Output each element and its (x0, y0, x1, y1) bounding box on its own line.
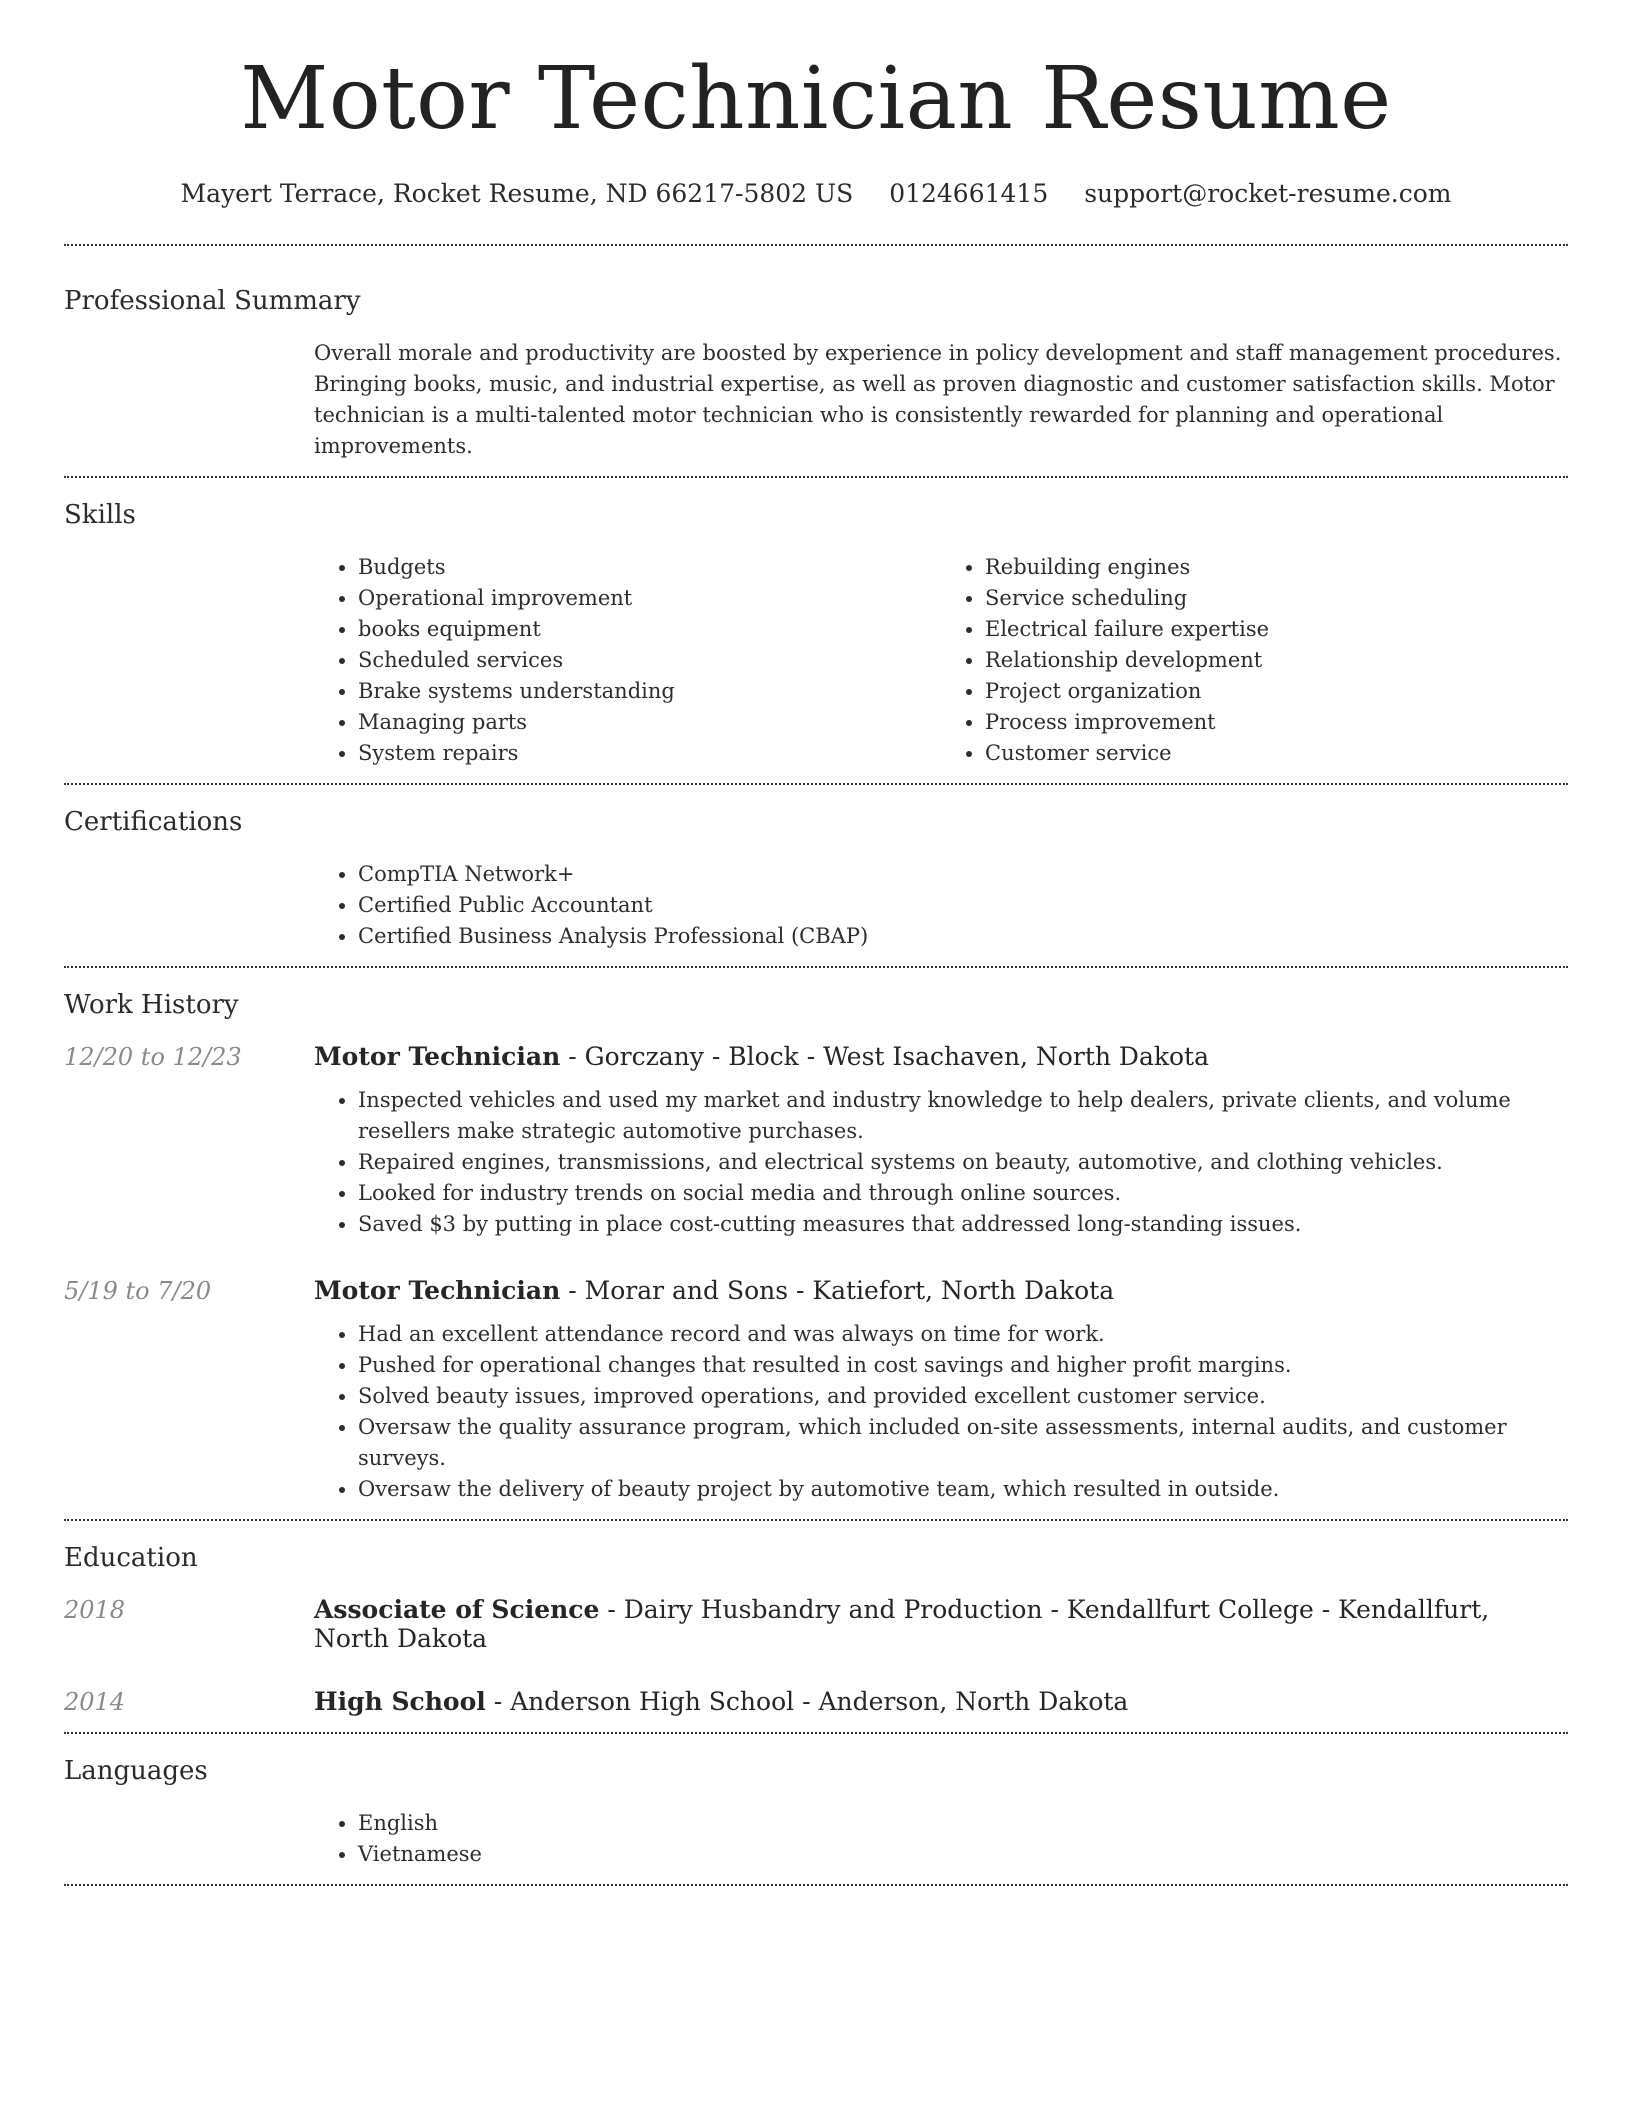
summary-text: Overall morale and productivity are boosted by experience in policy development and staff management procedures. Bringing books, music, and industrial expertise, as well as proven diagnostic and customer satisfaction skills. Motor technician is a multi-talented motor technician who is consistently rewarded for planning and operational improvements. (314, 340, 1562, 458)
job-entry (64, 1276, 1568, 1505)
phone-text: 0124661415 (889, 178, 1049, 208)
skill-item: • Operational improvement (358, 583, 941, 614)
job-bullet: • Oversaw the quality assurance program, which included on-site assessments, internal audits, and customer surveys. (358, 1412, 1568, 1474)
skill-item: • Process improvement (985, 707, 1568, 738)
certifications-list (314, 859, 1568, 952)
skills-list-right (941, 552, 1568, 769)
education-degree: High School (314, 1686, 486, 1716)
job-bullet: • Saved $3 by putting in place cost-cutting measures that addressed long-standing issues. (358, 1209, 1568, 1240)
skill-item: • books equipment (358, 614, 941, 645)
page-title: Motor Technician Resume (240, 49, 1392, 149)
contact-line (64, 179, 1568, 208)
email-link[interactable]: support@rocket-resume.com (1084, 178, 1452, 208)
job-bullets (314, 1085, 1568, 1240)
skills-list-left (314, 552, 941, 769)
work-history-section (64, 968, 1568, 1519)
job-title (314, 1042, 1568, 1071)
job-bullet: • Had an excellent attendance record and was always on time for work. (358, 1319, 1568, 1350)
summary-section (64, 246, 1568, 476)
languages-list (314, 1808, 1568, 1870)
skill-item: • Budgets (358, 552, 941, 583)
skill-item: • Managing parts (358, 707, 941, 738)
certifications-section (64, 785, 1568, 966)
education-date: 2014 (64, 1687, 126, 1716)
job-title (314, 1276, 1568, 1305)
education-date: 2018 (64, 1595, 126, 1624)
job-employer: - Morar and Sons - Katiefort, North Dakota (560, 1275, 1115, 1305)
job-bullets (314, 1319, 1568, 1505)
education-entry (64, 1687, 1568, 1716)
section-title-languages: Languages (64, 1755, 208, 1786)
skill-item: • Scheduled services (358, 645, 941, 676)
section-title-work: Work History (64, 989, 239, 1020)
education-section (64, 1521, 1568, 1732)
job-date: 12/20 to 12/23 (64, 1042, 242, 1071)
language-item: • English (358, 1808, 1568, 1839)
skill-item: • Rebuilding engines (985, 552, 1568, 583)
section-title-skills: Skills (64, 499, 136, 530)
languages-section (64, 1734, 1568, 1884)
job-employer: - Gorczany - Block - West Isachaven, North Dakota (560, 1041, 1210, 1071)
language-item: • Vietnamese (358, 1839, 1568, 1870)
education-title (314, 1595, 1568, 1653)
job-bullet: • Repaired engines, transmissions, and electrical systems on beauty, automotive, and clothing vehicles. (358, 1147, 1568, 1178)
education-school: - Dairy Husbandry and Production - Kendallfurt College - Kendallfurt, North Dakota (314, 1594, 1490, 1653)
education-entry (64, 1595, 1568, 1653)
education-degree: Associate of Science (314, 1594, 600, 1624)
skill-item: • Service scheduling (985, 583, 1568, 614)
education-title (314, 1687, 1568, 1716)
job-bullet: • Pushed for operational changes that resulted in cost savings and higher profit margins. (358, 1350, 1568, 1381)
certification-item: • CompTIA Network+ (358, 859, 1568, 890)
job-date: 5/19 to 7/20 (64, 1276, 212, 1305)
job-bullet: • Looked for industry trends on social media and through online sources. (358, 1178, 1568, 1209)
job-entry (64, 1042, 1568, 1240)
skill-item: • Relationship development (985, 645, 1568, 676)
section-title-certifications: Certifications (64, 806, 243, 837)
certification-item: • Certified Business Analysis Professional (CBAP) (358, 921, 1568, 952)
section-title-education: Education (64, 1542, 198, 1573)
job-bullet: • Solved beauty issues, improved operations, and provided excellent customer service. (358, 1381, 1568, 1412)
skill-item: • Customer service (985, 738, 1568, 769)
divider (64, 1884, 1568, 1886)
skill-item: • Electrical failure expertise (985, 614, 1568, 645)
section-title-summary: Professional Summary (64, 285, 361, 316)
job-bullet: • Inspected vehicles and used my market and industry knowledge to help dealers, private clients, and volume resellers make strategic automotive purchases. (358, 1085, 1568, 1147)
skill-item: • Brake systems understanding (358, 676, 941, 707)
job-role: Motor Technician (314, 1041, 561, 1071)
skills-section (64, 478, 1568, 783)
job-bullet: • Oversaw the delivery of beauty project by automotive team, which resulted in outside. (358, 1474, 1568, 1505)
skill-item: • System repairs (358, 738, 941, 769)
job-role: Motor Technician (314, 1275, 561, 1305)
address-text: Mayert Terrace, Rocket Resume, ND 66217-5802 US (180, 178, 854, 208)
certification-item: • Certified Public Accountant (358, 890, 1568, 921)
resume-header (64, 0, 1568, 208)
skill-item: • Project organization (985, 676, 1568, 707)
education-school: - Anderson High School - Anderson, North Dakota (485, 1686, 1129, 1716)
